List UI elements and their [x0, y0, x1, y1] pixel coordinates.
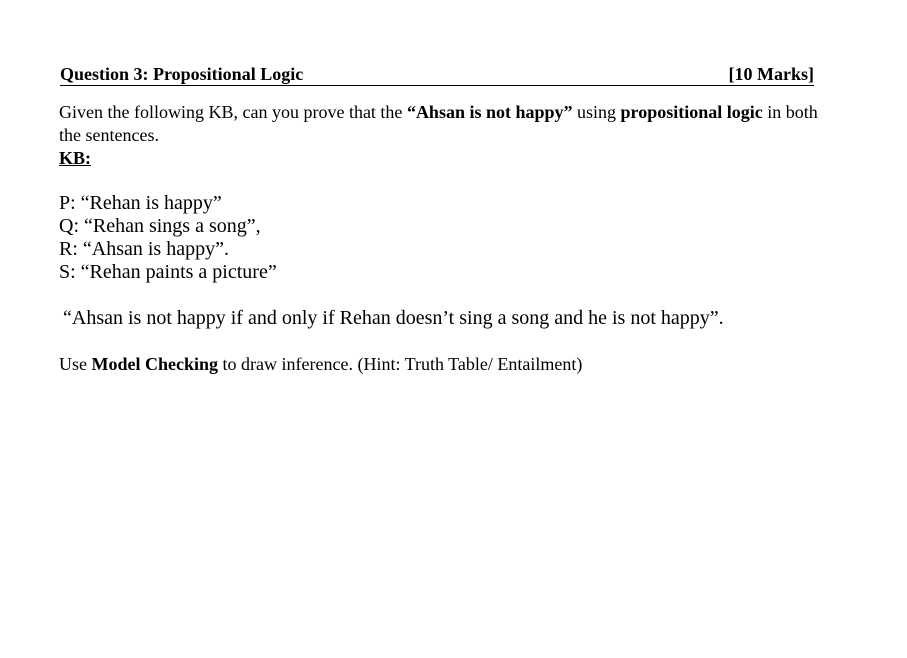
instruction-text-1: Use — [59, 354, 92, 374]
kb-label: KB: — [59, 148, 92, 168]
kb-statement-p: P: “Rehan is happy” — [59, 192, 222, 214]
instruction-text-2: to draw inference. (Hint: Truth Table/ Entailment) — [218, 354, 583, 374]
intro-bold-method: propositional logic — [620, 102, 763, 122]
question-header — [60, 63, 814, 86]
instruction-paragraph — [59, 353, 582, 376]
intro-text-2: using — [572, 102, 621, 122]
intro-paragraph — [59, 101, 819, 147]
intro-text-1: Given the following KB, can you prove that the — [59, 102, 407, 122]
intro-bold-claim: “Ahsan is not happy” — [406, 102, 573, 122]
question-marks: [10 Marks] — [728, 64, 814, 84]
biconditional-sentence: “Ahsan is not happy if and only if Rehan doesn’t sing a song and he is not happy”. — [63, 307, 724, 329]
question-title: Question 3: Propositional Logic — [60, 64, 304, 84]
intro-text-3: in both the sentences. — [59, 102, 818, 145]
kb-statement-r: R: “Ahsan is happy”. — [59, 238, 229, 260]
kb-statement-list — [59, 192, 277, 284]
instruction-bold-method: Model Checking — [91, 354, 219, 374]
kb-statement-q: Q: “Rehan sings a song”, — [59, 215, 261, 237]
kb-statement-s: S: “Rehan paints a picture” — [59, 261, 277, 283]
